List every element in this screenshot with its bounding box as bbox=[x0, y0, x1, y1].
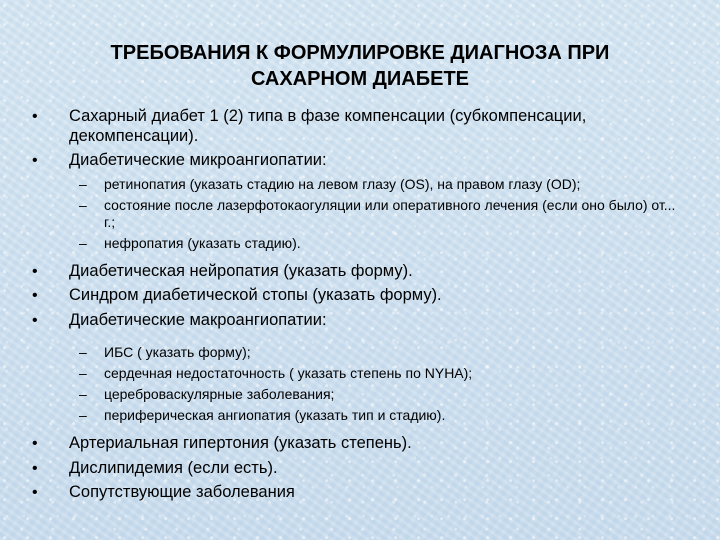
list-item-text: Сахарный диабет 1 (2) типа в фазе компенсации (субкомпенсации, декомпенсации). bbox=[69, 107, 587, 145]
dash-icon: – bbox=[79, 344, 87, 360]
list-item-microangiopathies bbox=[32, 151, 702, 171]
dash-icon: – bbox=[79, 234, 87, 251]
list-item-neuropathy bbox=[32, 262, 702, 282]
list-item-macroangiopathies bbox=[32, 311, 702, 331]
list-item-text: Дислипидемия (если есть). bbox=[69, 458, 278, 477]
list-item-hypertension bbox=[32, 434, 702, 454]
list-item-text: Диабетическая нейропатия (указать форму). bbox=[69, 261, 413, 280]
bullet-icon: • bbox=[32, 311, 38, 329]
list-item-diabetes-type bbox=[32, 107, 702, 146]
list-item-text: Сопутствующие заболевания bbox=[69, 483, 295, 501]
bullet-icon: • bbox=[32, 287, 38, 304]
dash-icon: – bbox=[79, 386, 87, 402]
sub-item-retinopathy bbox=[32, 176, 702, 193]
sub-item-heart-failure bbox=[32, 365, 702, 382]
slide-title-line-2: САХАРНОМ ДИАБЕТЕ bbox=[250, 68, 470, 90]
sub-item-cerebrovascular bbox=[32, 386, 702, 403]
bullet-icon: • bbox=[32, 484, 38, 501]
bullet-icon: • bbox=[32, 262, 38, 280]
sub-item-text: периферическая ангиопатия (указать тип и стадию). bbox=[104, 407, 446, 423]
dash-icon: – bbox=[79, 175, 87, 192]
sub-item-text: сердечная недостаточность ( указать степень по NYHA); bbox=[104, 365, 473, 381]
bullet-icon: • bbox=[32, 108, 38, 125]
sub-item-text: состояние после лазерфотокаогуляции или оперативного лечения (если оно было) от... г.; bbox=[104, 196, 676, 230]
dash-icon: – bbox=[79, 365, 87, 381]
sub-item-text: нефропатия (указать стадию). bbox=[104, 234, 301, 251]
slide-title bbox=[40, 40, 680, 92]
dash-icon: – bbox=[79, 407, 87, 423]
list-item-text: Диабетические микроангиопатии: bbox=[69, 151, 327, 169]
list-item-text: Артериальная гипертония (указать степень). bbox=[69, 434, 412, 452]
sub-item-laser-coagulation bbox=[32, 197, 702, 231]
list-item-diabetic-foot bbox=[32, 286, 702, 306]
sub-item-text: ИБС ( указать форму); bbox=[104, 344, 251, 360]
list-item-comorbidities bbox=[32, 483, 702, 503]
list-item-text: Диабетические макроангиопатии: bbox=[69, 310, 327, 329]
sub-item-nephropathy bbox=[32, 235, 702, 252]
bullet-list bbox=[32, 107, 702, 508]
list-item-dyslipidemia bbox=[32, 459, 702, 479]
bullet-icon: • bbox=[32, 152, 38, 169]
bullet-icon: • bbox=[32, 435, 38, 452]
sub-item-text: цереброваскулярные заболевания; bbox=[104, 386, 335, 402]
list-item-text: Синдром диабетической стопы (указать форму). bbox=[69, 286, 442, 304]
sub-item-peripheral-angiopathy bbox=[32, 407, 702, 424]
dash-icon: – bbox=[79, 196, 87, 213]
sub-item-text: ретинопатия (указать стадию на левом глазу (OS), на правом глазу (OD); bbox=[104, 175, 581, 192]
sub-item-ihd bbox=[32, 344, 702, 361]
bullet-icon: • bbox=[32, 459, 38, 477]
slide-title-line-1: ТРЕБОВАНИЯ К ФОРМУЛИРОВКЕ ДИАГНОЗА ПРИ bbox=[110, 42, 610, 64]
